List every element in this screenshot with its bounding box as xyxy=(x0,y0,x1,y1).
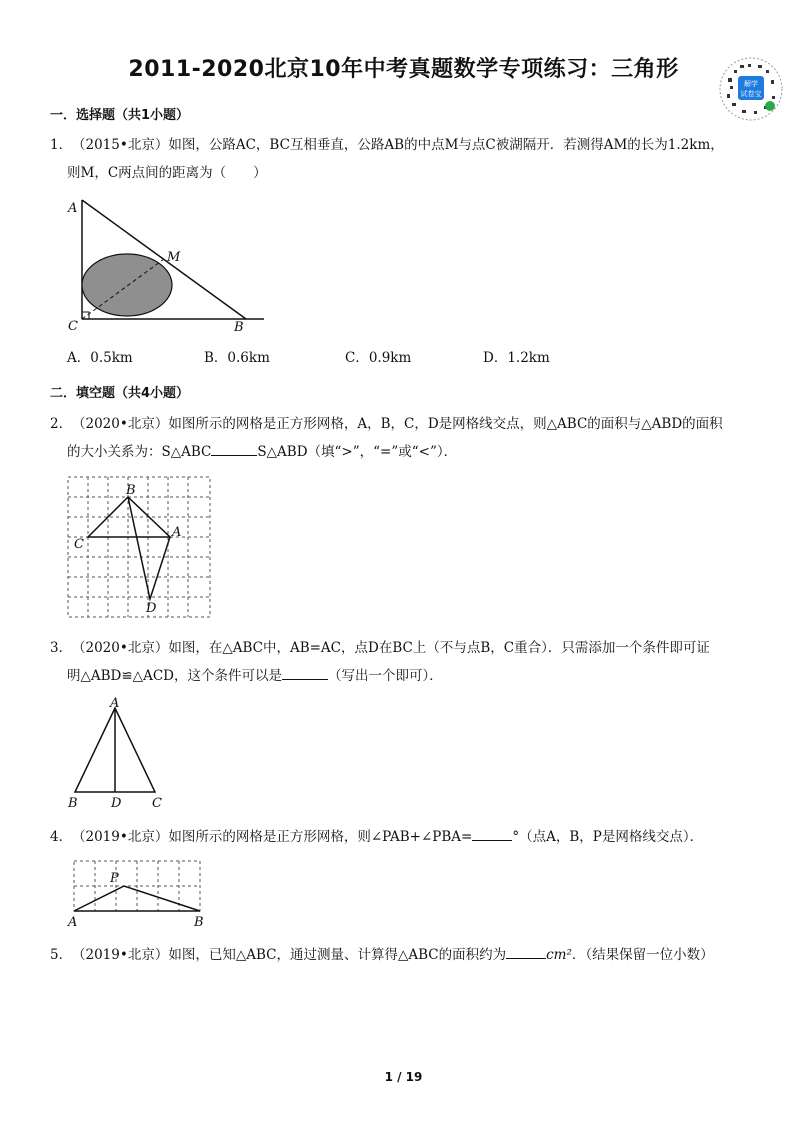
label-A: A xyxy=(68,201,78,216)
qr-code-logo[interactable] xyxy=(718,56,784,122)
label-B: B xyxy=(68,796,78,811)
question-number: 2． xyxy=(50,416,73,432)
answer-blank[interactable] xyxy=(211,441,257,456)
unit-text: cm² xyxy=(546,947,572,963)
option-a[interactable]: A．0.5km xyxy=(67,350,133,366)
label-P: P xyxy=(110,871,119,886)
question-text-line: （2020•北京）如图，在△ABC中，AB=AC，点D在BC上（不与点B，C重合）．只需添加一个条件即可证 xyxy=(72,640,710,656)
label-C: C xyxy=(74,537,84,552)
question-5 xyxy=(50,941,760,969)
question-text-line: （2020•北京）如图所示的网格是正方形网格，A，B，C，D是网格线交点，则△ABC的面积与△ABD的面积 xyxy=(72,416,723,432)
question-text-line: 则M，C两点间的距离为（ ） xyxy=(67,165,267,181)
label-A: A xyxy=(172,525,182,540)
question-text-part: S△ABD xyxy=(257,444,308,460)
question-number: 5． xyxy=(50,947,73,963)
question-text-part: 明△ABD≌△ACD，这个条件可以是 xyxy=(67,668,282,684)
answer-blank[interactable] xyxy=(282,665,328,680)
question-3 xyxy=(50,634,760,690)
label-B: B xyxy=(126,483,136,498)
figure-q3-isosceles-triangle xyxy=(62,696,172,812)
question-text-part: （填“>”，“=”或“<”）． xyxy=(307,444,458,460)
answer-blank[interactable] xyxy=(472,826,512,841)
question-text-line: （2015•北京）如图，公路AC，BC互相垂直，公路AB的中点M与点C被湖隔开．若测得AM的长为1.2km， xyxy=(72,137,724,153)
figure-q4-grid xyxy=(66,857,216,929)
page-title: 2011-2020北京10年中考真题数学专项练习：三角形 xyxy=(128,57,679,82)
question-text-part: （2019•北京）如图，已知△ABC，通过测量、计算得△ABC的面积约为 xyxy=(72,947,507,963)
label-C: C xyxy=(152,796,162,811)
question-text-part: °（点A，B，P是网格线交点）． xyxy=(512,829,704,845)
label-A: A xyxy=(68,915,78,929)
question-text-part: 的大小关系为：S△ABC xyxy=(67,444,212,460)
label-B: B xyxy=(234,320,244,335)
label-C: C xyxy=(68,319,78,334)
qr-badge-line1: 解学 xyxy=(744,80,758,88)
option-d[interactable]: D．1.2km xyxy=(483,350,550,366)
label-D: D xyxy=(146,601,157,616)
figure-q2-grid xyxy=(66,474,216,622)
label-A: A xyxy=(110,696,120,711)
section-heading-choice: 一．选择题（共1小题） xyxy=(50,108,190,123)
label-B: B xyxy=(194,915,204,929)
question-text-part: ．（结果保留一位小数） xyxy=(571,947,714,963)
question-2 xyxy=(50,410,760,466)
question-number: 3． xyxy=(50,640,73,656)
question-text-part: （2019•北京）如图所示的网格是正方形网格，则∠PAB+∠PBA= xyxy=(72,829,473,845)
qr-badge-line2: 试卷宝 xyxy=(740,90,762,98)
question-text-part: （写出一个即可）． xyxy=(327,668,443,684)
answer-blank[interactable] xyxy=(506,944,546,959)
question-number: 4． xyxy=(50,829,73,845)
figure-q1-road-lake xyxy=(62,195,272,335)
label-D: D xyxy=(111,796,122,811)
question-1 xyxy=(50,131,760,187)
section-heading-fill: 二．填空题（共4小题） xyxy=(50,386,190,401)
label-M: M xyxy=(167,250,181,265)
page-number: 1 / 19 xyxy=(384,1070,423,1084)
option-c[interactable]: C．0.9km xyxy=(345,350,412,366)
question-number: 1． xyxy=(50,137,73,153)
option-b[interactable]: B．0.6km xyxy=(204,350,270,366)
question-4 xyxy=(50,823,760,851)
